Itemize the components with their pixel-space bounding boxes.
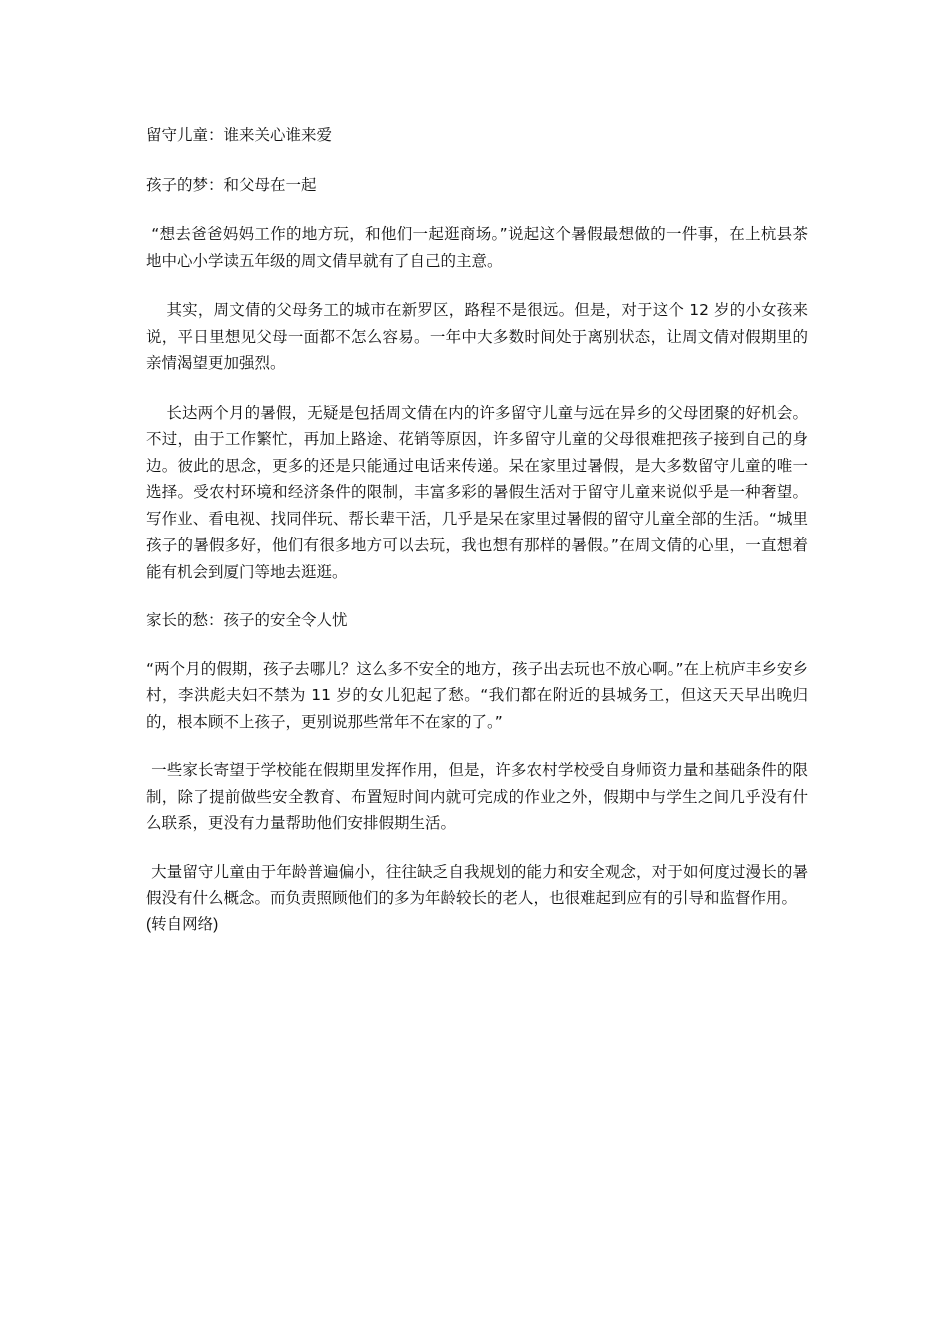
paragraph-3: 长达两个月的暑假，无疑是包括周文倩在内的许多留守儿童与远在异乡的父母团聚的好机会。不过，由于工作繁忙，再加上路途、花销等原因，许多留守儿童的父母很难把孩子接到自己的身边。彼此的思念，更多的还是只能通过电话来传递。呆在家里过暑假，是大多数留守儿童的唯一选择。受农村环境和经济条件的限制，丰富多彩的暑假生活对于留守儿童来说似乎是一种奢望。写作业、看电视、找同伴玩、帮长辈干活，几乎是呆在家里过暑假的留守儿童全部的生活。“城里孩子的暑假多好，他们有很多地方可以去玩，我也想有那样的暑假。”在周文倩的心里，一直想着能有机会到厦门等地去逛逛。 <box>146 403 808 581</box>
paragraph-2: 其实，周文倩的父母务工的城市在新罗区，路程不是很远。但是，对于这个 12 岁的小女孩来说，平日里想见父母一面都不怎么容易。一年中大多数时间处于离别状态，让周文倩对假期里的亲情渴望更加强烈。 <box>146 301 808 372</box>
paragraph-5: 一些家长寄望于学校能在假期里发挥作用，但是，许多农村学校受自身师资力量和基础条件的限制，除了提前做些安全教育、布置短时间内就可完成的作业之外，假期中与学生之间几乎没有什么联系，更没有力量帮助他们安排假期生活。 <box>146 761 808 832</box>
document-title: 留守儿童：谁来关心谁来爱 <box>146 126 333 144</box>
section-heading-dream: 孩子的梦：和父母在一起 <box>146 175 317 194</box>
paragraph-4: “两个月的假期，孩子去哪儿？这么多不安全的地方，孩子出去玩也不放心啊。”在上杭庐丰乡安乡村，李洪彪夫妇不禁为 11 岁的女儿犯起了愁。“我们都在附近的县城务工，但这天天早出晚归的，根本顾不上孩子，更别说那些常年不在家的了。” <box>146 659 808 731</box>
paragraph-6: 大量留守儿童由于年龄普遍偏小，往往缺乏自我规划的能力和安全观念，对于如何度过漫长的暑假没有什么概念。而负责照顾他们的多为年龄较长的老人，也很难起到应有的引导和监督作用。 <box>146 862 808 907</box>
section-heading-worry: 家长的愁：孩子的安全令人忧 <box>146 611 348 629</box>
source-note: (转自网络) <box>146 915 219 933</box>
paragraph-1: “想去爸爸妈妈工作的地方玩，和他们一起逛商场。”说起这个暑假最想做的一件事，在上杭县茶地中心小学读五年级的周文倩早就有了自己的主意。 <box>146 225 808 270</box>
document-body <box>146 122 808 938</box>
